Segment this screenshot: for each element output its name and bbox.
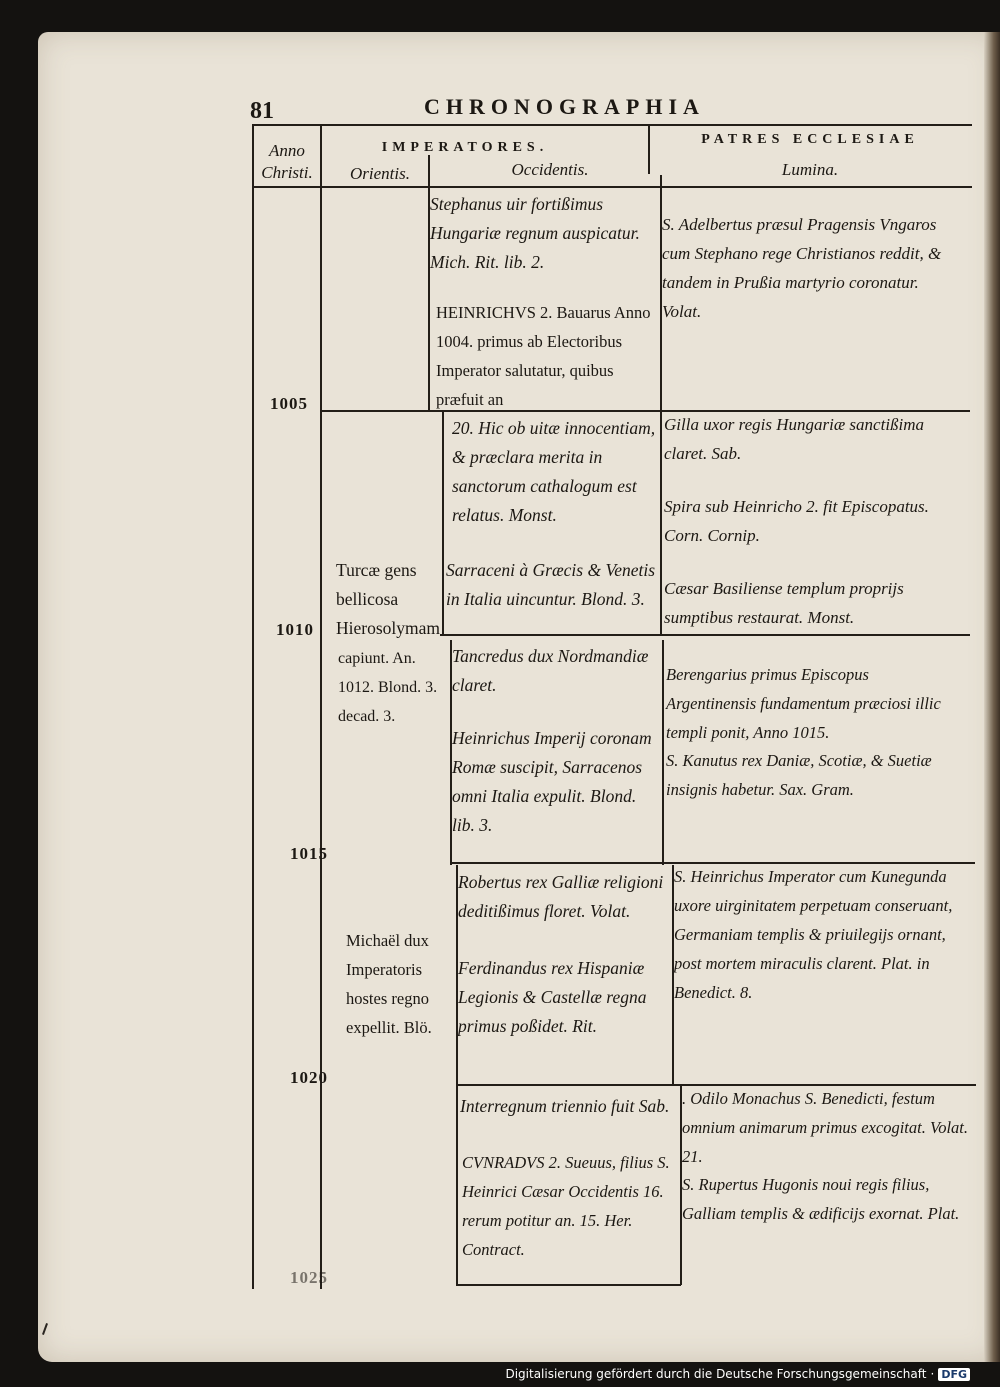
table-top-rule: [252, 124, 972, 126]
page-number: 81: [250, 98, 274, 124]
page-title: CHRONOGRAPHIA: [424, 94, 705, 119]
anno-header: Anno Christi.: [261, 141, 313, 182]
patres-entry: Spira sub Heinricho 2. fit Episcopatus. Corn. Cornip.: [664, 497, 929, 545]
dfg-logo-icon: DFG: [938, 1368, 970, 1381]
anno-right-rule: [320, 124, 322, 1289]
footer-credit: Digitalisierung gefördert durch die Deutsche Forschungsgemeinschaft: [505, 1367, 927, 1381]
imperatores-header: IMPERATORES.: [381, 140, 549, 155]
occidentis-entry: Heinrichus Imperij coronam Romæ suscipit, Sarracenos omni Italia expulit. Blond. lib. 3.: [452, 728, 652, 835]
occidentis-entry: CVNRADVS 2. Sueuus, filius S. Heinrici Cæsar Occidentis 16. rerum potitur an. 15. Her. Contract.: [462, 1153, 670, 1259]
year-1015: 1015: [290, 844, 328, 863]
occidentis-rule-2: [662, 640, 664, 865]
year-1010: 1010: [276, 620, 314, 639]
orientis-entry: capiunt. An. 1012. Blond. 3. decad. 3.: [338, 650, 438, 725]
occidentis-entry: HEINRICHVS 2. Bauarus Anno 1004. primus ab Electoribus Imperator salutatur, quibus præfuit an: [436, 303, 651, 409]
header-bottom-rule: [252, 186, 972, 188]
patres-entry: Berengarius primus Episcopus Argentinensis fundamentum præciosi illic templi ponit, Anno 1015.: [666, 665, 941, 742]
orientis-rule-4: [456, 865, 458, 1285]
patres-entry: S. Heinrichus Imperator cum Kunegunda uxore uirginitatem perpetuam conseruant, Germaniam templis & priuilegijs ornant, post mortem miraculis clarent. Plat. in Benedict. 8.: [674, 867, 953, 1002]
patres-entry: Gilla uxor regis Hungariæ sanctißima claret. Sab.: [664, 415, 925, 463]
digitization-footer: Digitalisierung gefördert durch die Deutsche Forschungsgemeinschaft · DFG: [505, 1367, 970, 1381]
patres-entry: S. Rupertus Hugonis noui regis filius, Galliam templis & ædificijs exornat. Plat.: [682, 1175, 960, 1223]
occidentis-entry: Robertus rex Galliæ religioni deditißimus floret. Volat.: [458, 872, 664, 921]
year-1005: 1005: [270, 394, 308, 413]
patres-entry: Cæsar Basiliense templum proprijs sumptibus restaurat. Monst.: [664, 579, 904, 627]
patres-entry: . Odilo Monachus S. Benedicti, festum omnium animarum primus excogitat. Volat. 21.: [682, 1089, 968, 1166]
patres-header: PATRES ECCLESIAE: [701, 132, 919, 147]
year-1025: 1025: [290, 1268, 328, 1287]
orientis-header: Orientis.: [350, 164, 410, 183]
occidentis-entry: Tancredus dux Nordmandiæ claret.: [452, 646, 649, 695]
orientis-entry: Turcæ gens bellicosa Hierosolymam: [336, 560, 441, 638]
patres-entry: S. Adelbertus præsul Pragensis Vngaros cum Stephano rege Christianos reddit, & tandem in Prußia martyrio coronatur. Volat.: [662, 215, 942, 321]
occidentis-entry: Ferdinandus rex Hispaniæ Legionis & Castellæ regna primus poßidet. Rit.: [458, 958, 647, 1036]
orientis-entry: Michaël dux Imperatoris hostes regno expellit. Blö.: [346, 931, 432, 1037]
lumina-header: Lumina.: [781, 160, 839, 179]
occidentis-entry: Interregnum triennio fuit Sab.: [460, 1096, 670, 1116]
book-spine: [984, 32, 1000, 1362]
row-rule-1025: [456, 1284, 681, 1286]
occidentis-header: Occidentis.: [511, 160, 589, 179]
patres-entry: S. Kanutus rex Daniæ, Scotiæ, & Suetiæ insignis habetur. Sax. Gram.: [666, 751, 932, 799]
occidentis-entry: 20. Hic ob uitæ innocentiam, & præclara merita in sanctorum cathalogum est relatus. Monst.: [452, 418, 656, 525]
anno-left-rule: [252, 124, 254, 1289]
year-1020: 1020: [290, 1068, 328, 1087]
row-rule-1010: [440, 634, 970, 636]
occidentis-entry: Sarraceni à Græcis & Venetis in Italia uincuntur. Blond. 3.: [446, 560, 656, 609]
occidentis-entry: Stephanus uir fortißimus Hungariæ regnum auspicatur. Mich. Rit. lib. 2.: [430, 194, 640, 272]
